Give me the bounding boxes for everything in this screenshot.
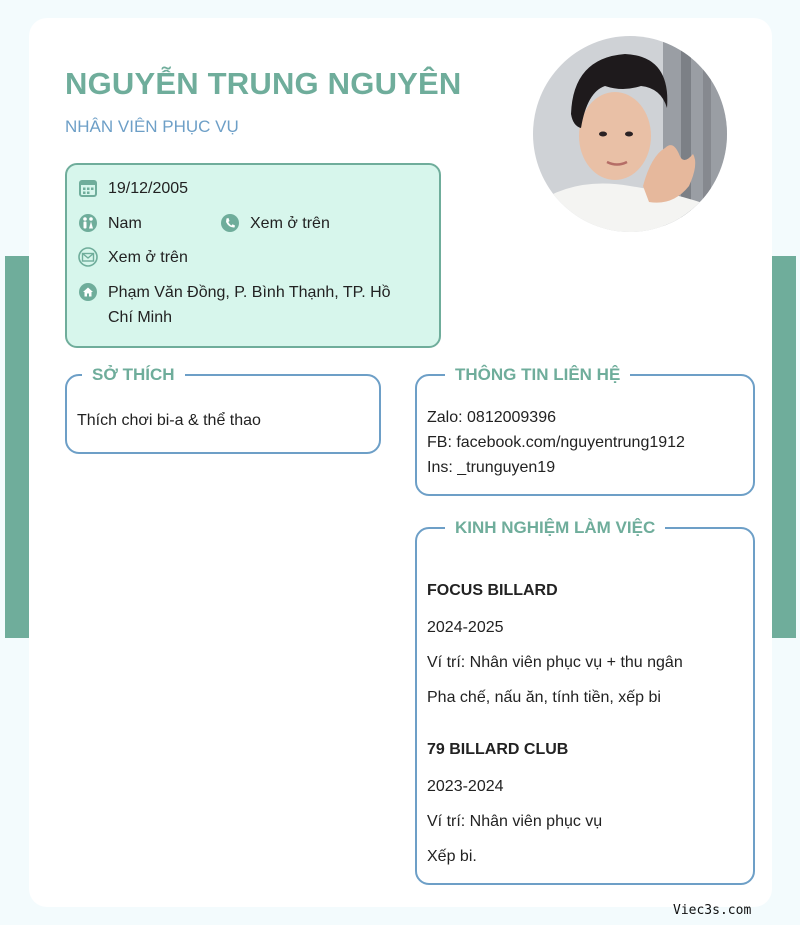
contact-instagram: Ins: _trunguyen19 [427,459,556,476]
address-row [78,280,408,330]
phone-icon [220,213,240,233]
job-2-role: Ví trí: Nhân viên phục vụ [427,813,603,830]
gender-row [78,211,142,236]
birthday-row [78,176,188,201]
experience-title: KINH NGHIỆM LÀM VIỆC [445,517,665,539]
email-row [78,245,188,270]
contact-zalo: Zalo: 0812009396 [427,409,556,426]
calendar-icon [78,178,98,198]
address-value: Phạm Văn Đồng, P. Bình Thạnh, TP. Hồ Chí Minh [108,284,391,326]
email-icon [78,247,98,267]
gender-icon [78,213,98,233]
personal-info-box [65,163,441,348]
job-1-company: FOCUS BILLARD [427,582,558,599]
avatar [533,36,727,232]
candidate-name: NGUYỄN TRUNG NGUYÊN [65,66,462,101]
right-decor-band [772,256,796,638]
contact-section [415,365,755,496]
home-icon [78,282,98,302]
experience-section [415,518,755,885]
birthday-value: 19/12/2005 [108,180,189,197]
job-2-company: 79 BILLARD CLUB [427,741,569,758]
candidate-position: NHÂN VIÊN PHỤC VỤ [65,117,239,136]
job-1-role: Ví trí: Nhân viên phục vụ + thu ngân [427,654,683,671]
job-1-period: 2024-2025 [427,619,504,636]
contact-title: THÔNG TIN LIÊN HỆ [445,364,630,386]
left-decor-band [5,256,29,638]
job-2-duties: Xếp bi. [427,848,477,865]
job-2-period: 2023-2024 [427,778,504,795]
phone-row [220,211,330,236]
job-1-duties: Pha chế, nấu ăn, tính tiền, xếp bi [427,689,661,706]
watermark-text: Viec3s.com [673,903,752,918]
email-value: Xem ở trên [108,249,188,266]
gender-value: Nam [108,215,142,232]
hobbies-section [65,365,381,454]
hobbies-title: SỞ THÍCH [82,364,185,386]
hobbies-text: Thích chơi bi-a & thể thao [77,412,261,429]
contact-facebook: FB: facebook.com/nguyentrung1912 [427,434,685,451]
phone-value: Xem ở trên [250,215,330,232]
